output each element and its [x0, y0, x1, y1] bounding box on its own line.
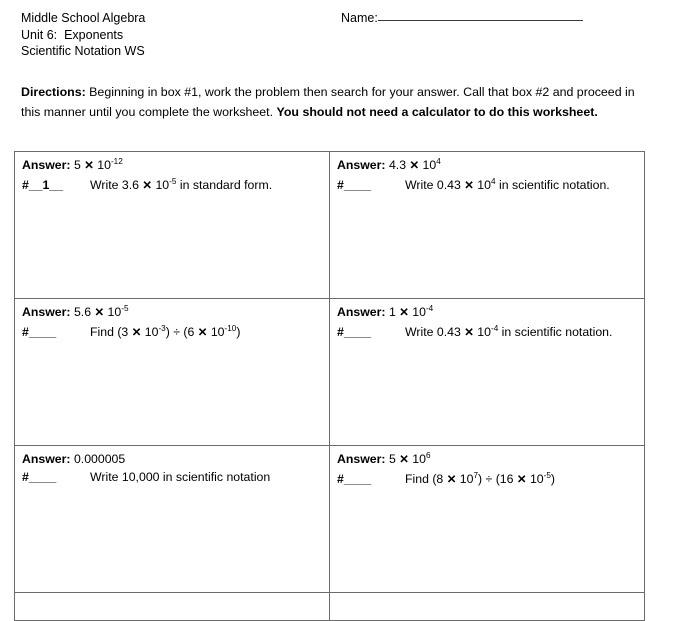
box-number-blank[interactable]: #____: [337, 325, 372, 339]
problem-prefix: Write 0.43: [405, 178, 465, 192]
answer-coefficient: 4.3: [388, 158, 407, 172]
answer-line: [337, 157, 636, 175]
answer-line: [22, 157, 321, 175]
box-number-blank[interactable]: #__1__: [22, 178, 64, 192]
answer-coefficient: 5: [388, 452, 396, 466]
unit-title: Unit 6: Exponents: [21, 27, 124, 42]
problem-exponent: -3: [158, 324, 166, 333]
multiply-icon: ✕: [464, 327, 474, 339]
answer-label: Answer:: [337, 452, 386, 466]
problem-box-8[interactable]: [330, 593, 645, 621]
multiply-icon: ✕: [142, 180, 153, 192]
multiply-icon: ✕: [94, 307, 105, 319]
multiply-icon: ✕: [464, 180, 474, 192]
problem-grid: [14, 151, 645, 621]
problem-base-2: 10: [529, 472, 544, 486]
answer-exponent: -5: [121, 304, 129, 313]
problem-base: 10: [144, 325, 159, 339]
problem-exponent-2: -5: [543, 471, 551, 480]
answer-base: 10: [97, 158, 111, 172]
cut-off-text: [330, 611, 644, 621]
problem-suffix: in scientific notation.: [498, 325, 613, 339]
answer-exponent: -12: [110, 157, 123, 166]
answer-exponent: -4: [425, 304, 434, 313]
answer-value: [74, 305, 129, 319]
answer-value: [389, 452, 431, 466]
problem-text: Write 10,000 in scientific notation: [90, 470, 271, 484]
problem-box-6[interactable]: [330, 446, 645, 593]
problem-text: [90, 177, 272, 195]
problem-line: [22, 177, 321, 195]
problem-exponent: 4: [490, 177, 496, 186]
grid-row: [15, 152, 645, 299]
problem-base: 10: [477, 178, 491, 192]
multiply-icon: ✕: [131, 327, 142, 339]
problem-line: [22, 324, 321, 342]
problem-exponent: -4: [490, 324, 499, 333]
problem-suffix: in standard form.: [176, 178, 273, 192]
grid-row-partial: [15, 593, 645, 621]
answer-label: Answer:: [22, 305, 71, 319]
multiply-icon: ✕: [409, 160, 420, 172]
problem-text: [405, 177, 610, 195]
box-number-blank[interactable]: #____: [22, 325, 57, 339]
problem-prefix: Find (8: [405, 472, 447, 486]
answer-label: Answer:: [337, 158, 386, 172]
answer-base: 10: [107, 305, 122, 319]
directions-emphasis: You should not need a calculator to do this worksheet.: [276, 104, 598, 119]
multiply-icon: ✕: [516, 474, 527, 486]
problem-line: [337, 177, 636, 195]
course-info: [21, 10, 341, 60]
multiply-icon: ✕: [84, 160, 94, 172]
answer-line: [337, 304, 636, 322]
problem-base: 10: [459, 472, 474, 486]
directions-body: Beginning in box #1, work the problem then search for your answer. Call that box #2 and proceed in this manner until you complete the worksheet.: [21, 85, 635, 119]
box-number-blank[interactable]: #____: [22, 470, 57, 484]
problem-exponent: 7: [473, 471, 479, 480]
problem-text: [90, 324, 240, 342]
course-title: Middle School Algebra: [21, 11, 146, 25]
problem-suffix: ) ÷ (6: [165, 325, 198, 339]
problem-text: [405, 324, 612, 342]
answer-label: Answer:: [22, 158, 71, 172]
cut-off-text: [15, 611, 329, 621]
answer-exponent: 4: [436, 157, 441, 166]
answer-value: [389, 305, 433, 319]
answer-line: [337, 451, 636, 469]
box-number-blank[interactable]: #____: [337, 178, 372, 192]
grid-row: [15, 446, 645, 593]
answer-base: 10: [412, 452, 426, 466]
problem-line: [337, 324, 636, 342]
answer-coefficient: 5.6: [73, 305, 92, 319]
problem-line: [22, 469, 321, 486]
problem-box-7[interactable]: [15, 593, 330, 621]
problem-base: 10: [477, 325, 491, 339]
problem-base-2: 10: [210, 325, 225, 339]
problem-box-1[interactable]: [15, 152, 330, 299]
multiply-icon: ✕: [197, 327, 208, 339]
problem-text: [405, 471, 555, 489]
answer-base: 10: [422, 158, 437, 172]
name-input-rule[interactable]: [378, 19, 583, 21]
problem-suffix-2: ): [550, 472, 556, 486]
multiply-icon: ✕: [446, 474, 457, 486]
page-header: [21, 10, 661, 60]
problem-suffix-2: ): [236, 325, 241, 339]
answer-value: [389, 158, 441, 172]
problem-base: 10: [155, 178, 170, 192]
problem-box-5[interactable]: [15, 446, 330, 593]
problem-suffix: ) ÷ (16: [478, 472, 517, 486]
problem-exponent: -5: [169, 177, 177, 186]
name-label: Name:: [341, 11, 378, 25]
answer-value: 0.000005: [73, 452, 126, 466]
answer-label: Answer:: [22, 452, 71, 466]
directions-paragraph: [21, 83, 635, 122]
problem-prefix: Write 3.6: [90, 178, 143, 192]
grid-row: [15, 299, 645, 446]
problem-line: [337, 471, 636, 489]
name-field-group[interactable]: [341, 10, 583, 27]
answer-exponent: 6: [425, 451, 431, 460]
multiply-icon: ✕: [399, 454, 409, 466]
problem-prefix: Find (3: [90, 325, 132, 339]
problem-box-3[interactable]: [15, 299, 330, 446]
multiply-icon: ✕: [399, 307, 409, 319]
problem-suffix: in scientific notation.: [495, 178, 610, 192]
problem-box-2[interactable]: [330, 152, 645, 299]
worksheet-title: Scientific Notation WS: [21, 44, 145, 59]
answer-label: Answer:: [337, 305, 386, 319]
answer-coefficient: 1: [388, 305, 396, 319]
answer-coefficient: 5: [73, 158, 81, 172]
answer-line: [22, 451, 321, 467]
answer-value: [74, 158, 123, 172]
answer-base: 10: [412, 305, 426, 319]
answer-line: [22, 304, 321, 322]
problem-prefix: Write 0.43: [405, 325, 465, 339]
directions-label: Directions:: [21, 85, 86, 99]
problem-exponent-2: -10: [224, 324, 237, 333]
problem-box-4[interactable]: [330, 299, 645, 446]
box-number-blank[interactable]: #____: [337, 472, 372, 486]
